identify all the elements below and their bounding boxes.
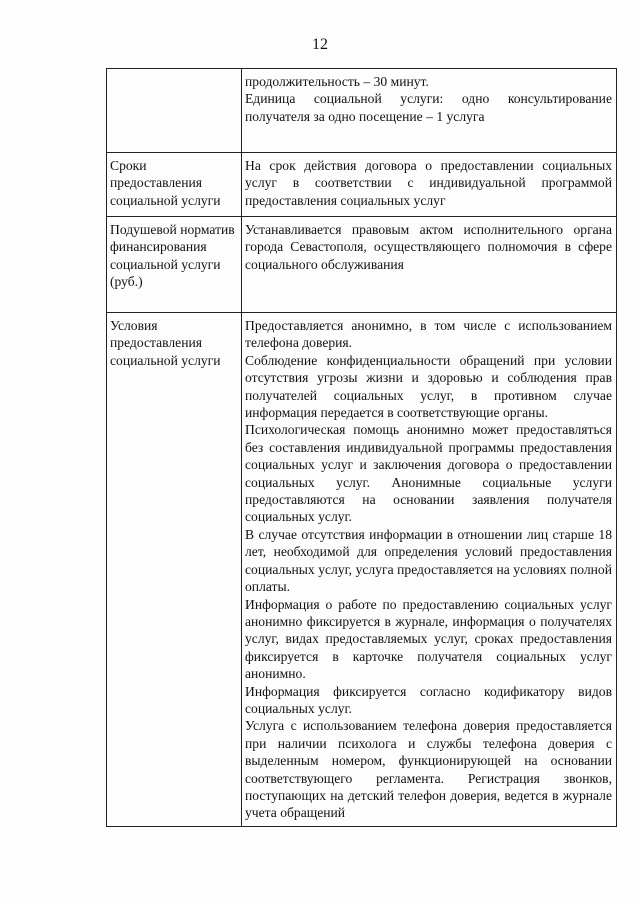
paragraph: Устанавливается правовым актом исполнительного органа города Севастополя, осуществляющего полномочия в сфере социального обслуживания [245,222,612,272]
row-label: Сроки предоставления социальной услуги [107,153,242,217]
table-row [107,69,617,153]
paragraph: Психологическая помощь анонимно может предоставляться без составления индивидуальной программы предоставления социальных услуг и заключения договора о предоставлении социальных услуг. Анонимные социальные услуги предоставляются на основании заявления получателя социальных услуг. [245,422,612,525]
row-content [242,313,617,827]
table-row [107,153,617,217]
paragraph: Единица социальной услуги: одно консультирование получателя за одно посещение – 1 услуга [245,91,612,124]
row-content [242,69,617,153]
paragraph: Предоставляется анонимно, в том числе с использованием телефона доверия. [245,318,612,351]
paragraph: продолжительность – 30 минут. [245,74,429,89]
paragraph: Информация о работе по предоставлению социальных услуг анонимно фиксируется в журнале, информация о получателях услуг, видах предоставляемых услуг, сроках предоставления фиксируется в карточке получателя социальных услуг анонимно. [245,596,612,682]
service-table [106,68,617,827]
paragraph: В случае отсутствия информации в отношении лиц старше 18 лет, необходимой для определения условий предоставления социальных услуг, услуга предоставляется на условиях полной оплаты. [245,526,612,595]
page-number: 12 [312,36,328,53]
row-content [242,153,617,217]
table-row [107,217,617,313]
row-label [107,69,242,153]
row-label: Условия предоставления социальной услуги [107,313,242,827]
paragraph: Услуга с использованием телефона доверия предоставляется при наличии психолога и службы телефона доверия с выделенным номером, функционирующей на основании соответствующего регламента. Регистрация звонков, поступающих на детский телефон доверия, ведется в журнале учета обращений [245,718,612,821]
row-label: Подушевой норматив финансирования социальной услуги (руб.) [107,217,242,313]
paragraph: Соблюдение конфиденциальности обращений при условии отсутствия угрозы жизни и здоровью и соблюдения прав получателей социальных услуг, в противном случае информация передается в соответствующие органы. [245,352,612,421]
row-content [242,217,617,313]
table-row [107,313,617,827]
paragraph: Информация фиксируется согласно кодификатору видов социальных услуг. [245,683,612,716]
paragraph: На срок действия договора о предоставлении социальных услуг в соответствии с индивидуальной программой предоставления социальных услуг [245,158,612,208]
